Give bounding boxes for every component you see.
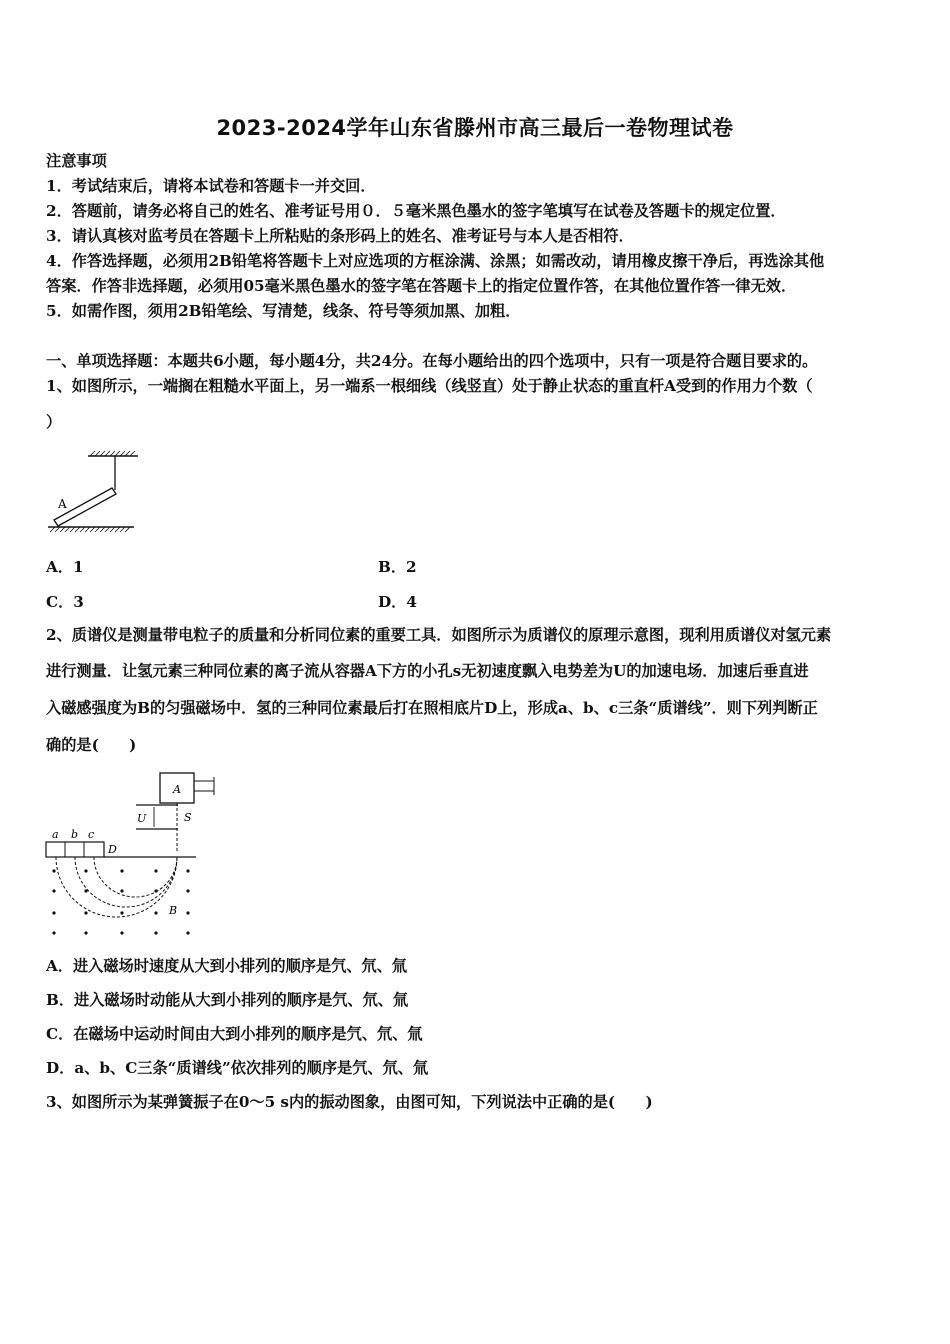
- section-heading: 一、单项选择题：本题共6小题，每小题4分，共24分。在每小题给出的四个选项中，只有一项是符合题目要求的。: [46, 352, 818, 370]
- option-b[interactable]: B．进入磁场时动能从大到小排列的顺序是氕、氘、氚: [46, 991, 409, 1009]
- question-2-text: 入磁感强度为B的匀强磁场中．氢的三种同位素最后打在照相底片D上，形成a、b、c三条“质谱线”．则下列判断正: [46, 699, 818, 717]
- label-U: U: [137, 812, 147, 825]
- option-d[interactable]: D．4: [378, 593, 417, 611]
- notice-item: 答案．作答非选择题，必须用05毫米黑色墨水的签字笔在答题卡上的指定位置作答，在其他位置作答一律无效．: [46, 277, 797, 295]
- option-c[interactable]: C．3: [46, 593, 84, 611]
- label-c: c: [88, 828, 95, 841]
- question-2-text: 2、质谱仪是测量带电粒子的质量和分析同位素的重要工具．如图所示为质谱仪的原理示意图，现利用质谱仪对氢元素: [46, 626, 832, 644]
- notice-item: 4．作答选择题，必须用2B铅笔将答题卡上对应选项的方框涂满、涂黑；如需改动，请用橡皮擦干净后，再选涂其他: [46, 252, 825, 270]
- label-A: A: [173, 783, 181, 796]
- notice-heading: 注意事项: [46, 152, 107, 170]
- notice-item: 1．考试结束后，请将本试卷和答题卡一并交回．: [46, 177, 376, 195]
- mass-spectrometer-figure: [44, 767, 224, 939]
- notice-item: 5．如需作图，须用2B铅笔绘、写清楚，线条、符号等须加黑、加粗．: [46, 302, 521, 320]
- option-c[interactable]: C．在磁场中运动时间由大到小排列的顺序是氕、氘、氚: [46, 1025, 423, 1043]
- notice-item: 3．请认真核对监考员在答题卡上所粘贴的条形码上的姓名、准考证号与本人是否相符．: [46, 227, 634, 245]
- question-1-text-cont: ）: [46, 413, 62, 431]
- question-2-text: 确的是( ): [46, 736, 137, 754]
- question-3-text: 3、如图所示为某弹簧振子在0～5 s内的振动图象，由图可知，下列说法中正确的是( ): [46, 1093, 653, 1111]
- option-d[interactable]: D．a、b、C三条“质谱线”依次排列的顺序是氕、氘、氚: [46, 1059, 429, 1077]
- option-a[interactable]: A．1: [46, 558, 84, 576]
- question-1-text: 1、如图所示，一端搁在粗糙水平面上，另一端系一根细线（线竖直）处于静止状态的重直杆A受到的作用力个数（: [46, 377, 813, 395]
- rod-label: A: [58, 497, 67, 511]
- label-a: a: [52, 828, 59, 841]
- label-S: S: [184, 811, 192, 824]
- question-1-figure: [44, 448, 144, 538]
- magnetic-field-dots: [52, 869, 189, 934]
- page-title: 2023-2024学年山东省滕州市高三最后一卷物理试卷: [216, 116, 734, 140]
- label-b: b: [71, 828, 79, 841]
- label-B: B: [169, 904, 178, 917]
- question-2-text: 进行测量．让氢元素三种同位素的离子流从容器A下方的小孔s无初速度飘入电势差为U的加速电场．加速后垂直进: [46, 662, 809, 680]
- label-D: D: [108, 843, 117, 856]
- notice-item: 2．答题前，请务必将自己的姓名、准考证号用０．５毫米黑色墨水的签字笔填写在试卷及答题卡的规定位置．: [46, 202, 786, 220]
- option-a[interactable]: A．进入磁场时速度从大到小排列的顺序是氕、氘、氚: [46, 957, 408, 975]
- option-b[interactable]: B．2: [378, 558, 417, 576]
